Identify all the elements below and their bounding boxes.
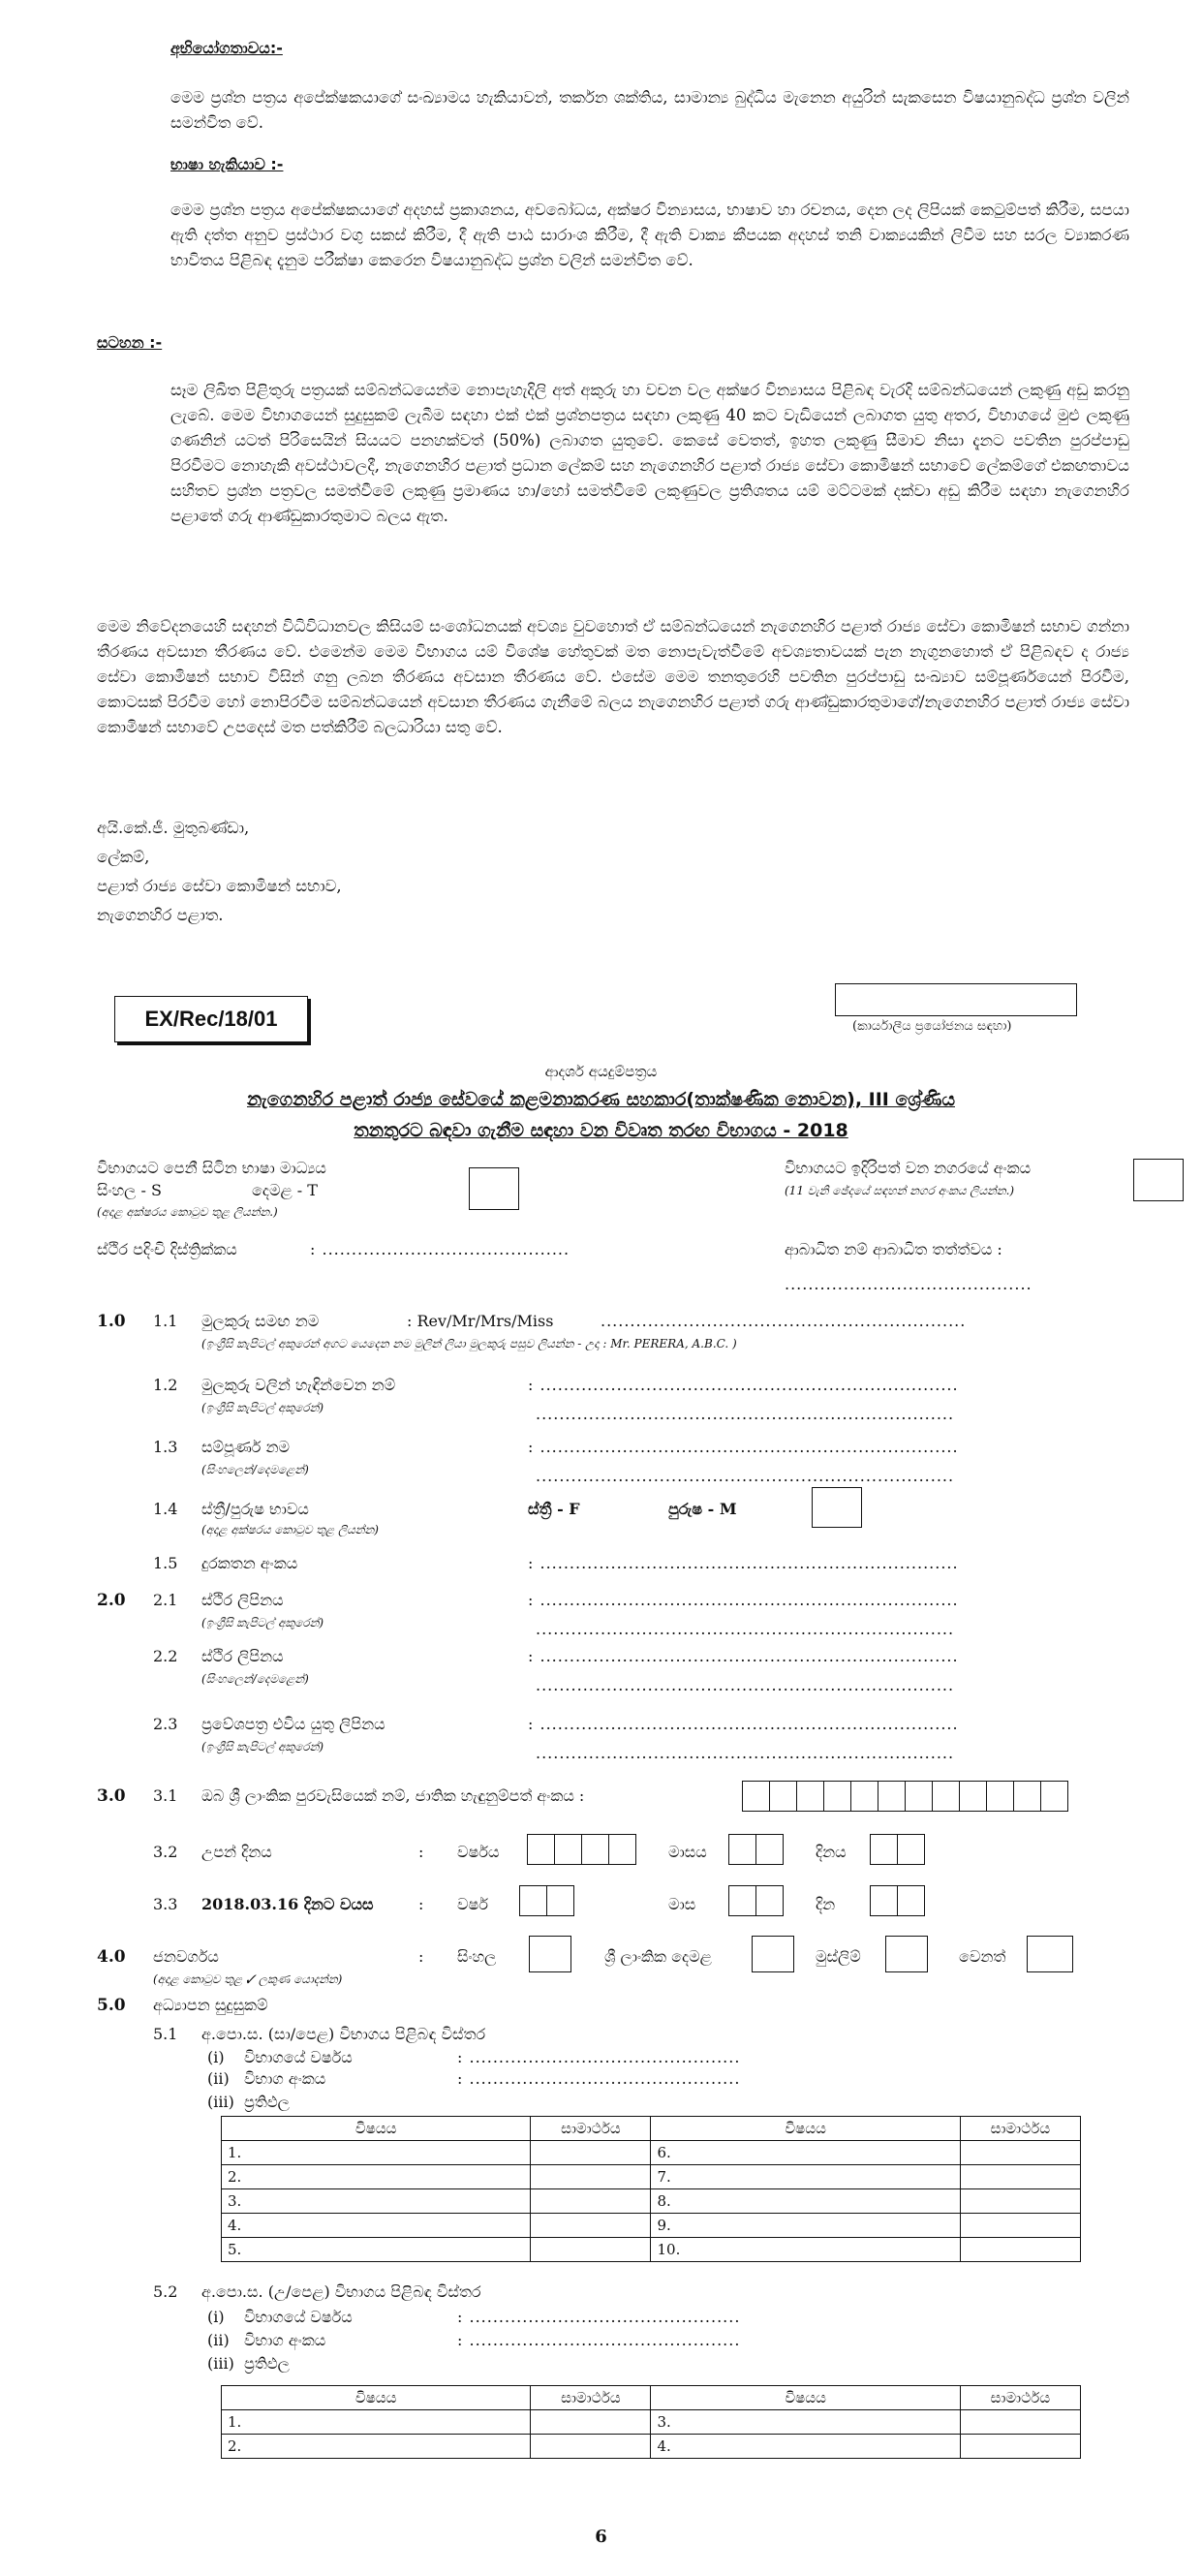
- q5-1-label: අ.පො.ස. (සා/පෙළ) විභාගය පිළිබඳ විස්තර: [201, 2025, 486, 2043]
- table-cell[interactable]: 4.: [222, 2214, 531, 2238]
- table-cell[interactable]: 4.: [651, 2435, 960, 2459]
- ethnicity-other-label: වෙනත්: [959, 1947, 1006, 1966]
- al-exam-no-field[interactable]: : ..............................................: [457, 2331, 741, 2349]
- notice-text: මෙම නිවේදනයෙහි සඳහන් විධිවිධානවල කිසියම් සංශෝධනයක් අවශ්‍ය වුවහොත් ඒ සම්බන්ධයෙන් නැගෙනහිර පළාත් රාජ්‍ය සේවා කොමිෂන් සභාව ගන්නා තීරණය අවසාන තීරණය වේ. එමෙන්ම මෙම විභාගය යම් විශේෂ හේතුවක් මත නොපැවැත්වීමේ අවශ්‍යතාවයක් පැන නැගුනහොත් ඒ පිළිබඳව ද රාජ්‍ය සේවා කොමිෂන් සභාව විසින් ගනු ලබන තීරණය අවසාන තීරණය වේ. එසේම මෙම තනතුරෙහි පවතින පුරප්පාඩු සංඛ්‍යාව සම්පූර්ණයෙන් පිරවීම, කොටසක් පිරවීම හෝ නොපිරවීම සම්බන්ධයෙන් අවසාන තීරණය ගැනීමේ බලය නැගෙනහිර පළාත් ගරු ආණ්ඩුකාරතුමාගේ/නැගෙනහිර පළාත් රාජ්‍ය සේවා කොමිෂන් සභාවේ උපදෙස් මත පත්කිරීම් බලධාරියා සතු වේ.: [97, 617, 1129, 736]
- ethnicity-sinhala-box[interactable]: [529, 1936, 571, 1972]
- table-cell[interactable]: 6.: [651, 2141, 960, 2165]
- q1-5-field[interactable]: : .......................................................................: [528, 1554, 959, 1572]
- medium-tamil: දෙමළ - T: [252, 1181, 318, 1199]
- birth-month-cells[interactable]: [728, 1834, 783, 1865]
- medium-box[interactable]: [469, 1167, 519, 1210]
- q4-hint: (අදාළ කොටුව තුළ ✓ ලකුණ යොදන්න): [153, 1972, 343, 1986]
- section-1: 1.0: [97, 1312, 126, 1331]
- q1-2-hint: (ඉංග්‍රීසි කැපිටල් අකුරෙන්): [201, 1401, 324, 1414]
- q1-1-title-prefix: : Rev/Mr/Mrs/Miss: [407, 1312, 554, 1330]
- language-heading: භාෂා හැකියාව :-: [170, 155, 284, 173]
- q4-label: ජනවර්ගය: [153, 1947, 219, 1966]
- age-days-label: දින: [816, 1895, 836, 1913]
- q2-1-field[interactable]: : .......................................................................: [528, 1591, 959, 1609]
- ol-iii: (iii): [207, 2093, 234, 2111]
- q1-2-label: මුලකුරු වලින් හැඳින්වෙන නම්: [201, 1376, 396, 1394]
- al-exam-no-label: විභාග අංකය: [244, 2331, 326, 2349]
- col-grade: සාමාර්ථය: [531, 2386, 651, 2410]
- q1-2-number: 1.2: [153, 1376, 178, 1394]
- table-header-row: [222, 2386, 1081, 2410]
- table-cell[interactable]: [960, 2214, 1080, 2238]
- col-subject: විෂයය: [222, 2117, 531, 2141]
- table-cell[interactable]: 2.: [222, 2435, 531, 2459]
- q1-3-hint: (සිංහලෙන්/දෙමළෙන්): [201, 1463, 309, 1476]
- table-cell[interactable]: 2.: [222, 2165, 531, 2189]
- q2-1-label: ස්ථිර ලිපිනය: [201, 1591, 284, 1609]
- birth-month-label: මාසය: [668, 1843, 707, 1861]
- table-cell[interactable]: [531, 2141, 651, 2165]
- q3-1-number: 3.1: [153, 1786, 178, 1805]
- table-cell[interactable]: [531, 2165, 651, 2189]
- male-option: පුරුෂ - M: [668, 1500, 737, 1518]
- page-number: 6: [595, 2527, 607, 2547]
- table-row: [222, 2435, 1081, 2459]
- q1-3-field[interactable]: : .......................................................................: [528, 1438, 959, 1456]
- form-code-box: [114, 996, 308, 1042]
- ol-results-label: ප්‍රතිඵල: [244, 2093, 290, 2111]
- table-cell[interactable]: 8.: [651, 2189, 960, 2214]
- col-grade: සාමාර්ථය: [960, 2117, 1080, 2141]
- q2-2-field-line2[interactable]: .......................................................................: [536, 1676, 955, 1694]
- signatory-name: අයි.කේ.ජී. මුතුබණ්ඩා,: [97, 819, 250, 837]
- birth-day-label: දිනය: [816, 1843, 847, 1861]
- table-cell[interactable]: [531, 2238, 651, 2262]
- q5-1-number: 5.1: [153, 2025, 178, 2043]
- table-cell[interactable]: 9.: [651, 2214, 960, 2238]
- q1-2-field[interactable]: : .......................................................................: [528, 1376, 959, 1394]
- q3-2-number: 3.2: [153, 1843, 178, 1861]
- section-4: 4.0: [97, 1947, 126, 1967]
- table-cell[interactable]: [960, 2141, 1080, 2165]
- table-row: [222, 2410, 1081, 2435]
- q2-1-field-line2[interactable]: .......................................................................: [536, 1620, 955, 1638]
- office-use-box[interactable]: [835, 983, 1077, 1016]
- district-field[interactable]: : ..........................................: [310, 1240, 570, 1258]
- al-exam-year-field[interactable]: : ..............................................: [457, 2308, 741, 2326]
- q1-1-label: මුලකුරු සමඟ නම: [201, 1312, 320, 1330]
- q1-4-hint: (අදාළ අක්ෂරය කොටුව තුළ ලියන්න): [201, 1523, 379, 1536]
- table-row: [222, 2165, 1081, 2189]
- q3-3-label: 2018.03.16 දිනට වයස: [201, 1895, 374, 1913]
- table-cell[interactable]: [960, 2165, 1080, 2189]
- medium-hint: (අදාළ අක්ෂරය කොටුව තුළ ලියන්න.): [97, 1205, 278, 1219]
- q1-4-number: 1.4: [153, 1500, 178, 1518]
- q1-1-hint: (ඉංග්‍රීසි කැපිටල් අකුරෙන් අගට යෙදෙන නම මුලින් ලියා මුලකුරු පසුව ලියන්න - උදා : Mr. PERERA, A.B.C. ): [201, 1337, 737, 1350]
- ethnicity-muslim-label: මුස්ලිම්: [816, 1947, 861, 1966]
- q2-3-field-line2[interactable]: .......................................................................: [536, 1744, 955, 1762]
- q5-label: අධ්‍යාපන සුදුසුකම්: [153, 1996, 268, 2014]
- q2-3-hint: (ඉංග්‍රීසි කැපිටල් අකුරෙන්): [201, 1740, 324, 1754]
- q1-3-field-line2[interactable]: .......................................................................: [536, 1467, 955, 1485]
- q1-5-number: 1.5: [153, 1554, 178, 1572]
- ol-exam-no-field[interactable]: : ..............................................: [457, 2069, 741, 2088]
- birth-year-cells[interactable]: [527, 1834, 635, 1865]
- q3-2-label: උපන් දිනය: [201, 1843, 272, 1861]
- q2-3-label: ප්‍රවේශපත්‍ර එවිය යුතු ලිපිනය: [201, 1715, 385, 1733]
- al-i: (i): [207, 2308, 225, 2326]
- model-form-label: ආදර්ශ අයදුම්පත්‍රය: [544, 1063, 658, 1080]
- table-cell[interactable]: 7.: [651, 2165, 960, 2189]
- ol-i: (i): [207, 2048, 225, 2066]
- signatory-org: පළාත් රාජ්‍ය සේවා කොමිෂන් සභාව,: [97, 877, 342, 895]
- city-label: විභාගයට ඉදිරිපත් වන නගරයේ අංකය: [785, 1159, 1032, 1177]
- form-title-line1: නැගෙනහිර පළාත් රාජ්‍ය සේවයේ කළමනාකරණ සහකාර(තාක්ෂණික නොවන), III ශ්‍රේණිය: [247, 1089, 955, 1110]
- al-ii: (ii): [207, 2331, 230, 2349]
- table-cell[interactable]: [960, 2238, 1080, 2262]
- q2-2-field[interactable]: : .......................................................................: [528, 1647, 959, 1665]
- q2-3-number: 2.3: [153, 1715, 178, 1733]
- eligibility-heading: අභියෝගතාවය:-: [170, 39, 283, 57]
- signatory-title: ලේකම්,: [97, 848, 150, 866]
- age-years-cells[interactable]: [519, 1885, 573, 1916]
- district-dots: ..........................................: [322, 1240, 570, 1258]
- col-grade: සාමාර්ථය: [960, 2386, 1080, 2410]
- ethnicity-tamil-box[interactable]: [752, 1936, 794, 1972]
- q4-colon: :: [418, 1947, 424, 1966]
- medium-sinhala: සිංහල - S: [97, 1181, 162, 1199]
- ethnicity-tamil-label: ශ්‍රී ලාංකික දෙමළ: [604, 1947, 712, 1966]
- q2-2-number: 2.2: [153, 1647, 178, 1665]
- q3-3-colon: :: [418, 1895, 424, 1913]
- ol-exam-no-label: විභාග අංකය: [244, 2069, 326, 2088]
- table-header-row: [222, 2117, 1081, 2141]
- q1-1-number: 1.1: [153, 1312, 178, 1330]
- section-2: 2.0: [97, 1591, 126, 1610]
- table-row: [222, 2141, 1081, 2165]
- table-cell[interactable]: [531, 2214, 651, 2238]
- q1-3-label: සම්පූර්ණ නම: [201, 1438, 291, 1456]
- age-months-label: මාස: [668, 1895, 696, 1913]
- section-5: 5.0: [97, 1996, 126, 2015]
- ol-ii: (ii): [207, 2069, 230, 2088]
- ol-exam-year-label: විභාගයේ වර්ෂය: [244, 2048, 353, 2066]
- al-results-label: ප්‍රතිඵල: [244, 2354, 290, 2373]
- col-subject: විෂයය: [222, 2386, 531, 2410]
- table-cell[interactable]: 3.: [651, 2410, 960, 2435]
- signature-block: [97, 814, 342, 930]
- q1-1-field[interactable]: ..............................................................: [601, 1312, 967, 1330]
- disability-label: ආබාධිත නම් ආබාධිත තත්ත්වය :: [785, 1240, 1002, 1258]
- ol-exam-year-field[interactable]: : ..............................................: [457, 2048, 741, 2066]
- age-years-label: වර්ෂ: [457, 1895, 489, 1913]
- q2-2-hint: (සිංහලෙන්/දෙමළෙන්): [201, 1672, 309, 1686]
- office-use-label: (කාර්යාලීය ප්‍රයෝජනය සඳහා): [852, 1019, 1012, 1034]
- al-exam-year-label: විභාගයේ වර්ෂය: [244, 2308, 353, 2326]
- female-option: ස්ත්‍රී - F: [528, 1500, 580, 1518]
- table-cell[interactable]: [531, 2189, 651, 2214]
- language-text: මෙම ප්‍රශ්න පත්‍රය අපේක්ෂකයාගේ අදහස් ප්‍රකාශනය, අවබෝධය, අක්ෂර වින්‍යාසය, භාෂාව හා රචනය, දෙන ලද ලිපියක් කෙටුම්පත් කිරීම, සපයා ඇති දත්ත අනුව ප්‍රස්ථාර වගු සකස් කිරීම, දී ඇති පාඨ සාරාංශ කිරීම, දී ඇති වාක්‍ය කීපයක අදහස් තනි වාක්‍යයකින් ලිවීම සහ සරල ව්‍යාකරණ භාවිතය පිළිබඳ දැනුම පරීක්ෂා කෙරෙන විෂයානුබද්ධ ප්‍රශ්න වලින් සමන්විත වේ.: [170, 201, 1129, 269]
- table-row: [222, 2189, 1081, 2214]
- form-code: EX/Rec/18/01: [144, 1007, 278, 1031]
- table-cell[interactable]: 5.: [222, 2238, 531, 2262]
- q2-2-label: ස්ථිර ලිපිනය: [201, 1647, 284, 1665]
- note-heading: සටහන :-: [97, 333, 163, 352]
- q2-1-hint: (ඉංග්‍රීසි කැපිටල් අකුරෙන්): [201, 1616, 324, 1629]
- table-cell[interactable]: [531, 2435, 651, 2459]
- table-cell[interactable]: 10.: [651, 2238, 960, 2262]
- ethnicity-sinhala-label: සිංහල: [457, 1947, 497, 1966]
- eligibility-text: මෙම ප්‍රශ්න පත්‍රය අපේක්ෂකයාගේ සංඛ්‍යාමය හැකියාවන්, තර්කන ශක්තිය, සාමාන්‍ය බුද්ධිය මැනෙන අයුරින් සැකසෙන විෂයානුබද්ධ ප්‍රශ්න වලින් සමන්විත වේ.: [170, 88, 1129, 132]
- q3-1-label: ඔබ ශ්‍රී ලාංකික පුරවැසියෙක් නම්, ජාතික හැඳුනුම්පත් අංකය :: [201, 1786, 585, 1805]
- table-cell[interactable]: [531, 2410, 651, 2435]
- q1-3-number: 1.3: [153, 1438, 178, 1456]
- table-row: [222, 2214, 1081, 2238]
- table-cell[interactable]: 1.: [222, 2141, 531, 2165]
- district-label: ස්ථිර පදිංචි දිස්ත්‍රික්කය: [97, 1240, 237, 1258]
- q5-2-number: 5.2: [153, 2282, 178, 2301]
- table-cell[interactable]: [960, 2410, 1080, 2435]
- age-days-cells[interactable]: [870, 1885, 924, 1916]
- col-subject: විෂයය: [651, 2117, 960, 2141]
- al-iii: (iii): [207, 2354, 234, 2373]
- q1-4-label: ස්ත්‍රී/පුරුෂ භාවය: [201, 1500, 309, 1518]
- table-cell[interactable]: [960, 2189, 1080, 2214]
- signatory-place: නැගෙනහිර පළාත.: [97, 906, 224, 924]
- city-hint: (11 වැනි ඡේදයේ සඳහන් නගර අංකය ලියන්න.): [785, 1184, 1015, 1197]
- gender-box[interactable]: [812, 1487, 862, 1528]
- ethnicity-muslim-box[interactable]: [885, 1936, 928, 1972]
- birth-year-label: වර්ෂය: [457, 1843, 500, 1861]
- age-months-cells[interactable]: [728, 1885, 783, 1916]
- q1-5-label: දුරකතන අංකය: [201, 1554, 298, 1572]
- note-text: සෑම ලිඛිත පිළිතුරු පත්‍රයක් සම්බන්ධයෙන්ම නොපැහැදිලි අත් අකුරු හා වචන වල අක්ෂර වින්‍යාසය පිළිබඳ වැරදි සම්බන්ධයෙන් ලකුණු අඩු කරනු ලැබේ. මෙම විභාගයෙන් සුදුසුකම් ලැබීම සඳහා එක් එක් ප්‍රශ්නපත්‍රය සඳහා ලකුණු 40 කට වැඩියෙන් ලබාගත යුතු අතර, විභාගයේ මුළු ලකුණු ගණනින් යටත් පිරිසෙයින් සියයට පනහක්වත් (50%) ලබාගත යුතුවේ. කෙසේ වෙතත්, ඉහත ලකුණු සීමාව නිසා දැනට පවතින පුරප්පාඩු පිරවීමට නොහැකි අවස්ථාවලදී, නැගෙනහිර පළාත් ප්‍රධාන ලේකම් සහ නැගෙනහිර පළාත් රාජ්‍ය සේවා කොමිෂන් සභාවේ ලේකම්ගේ එකඟතාවය සහිතව ප්‍රශ්න පත්‍රවල සමත්වීමේ ලකුණු ප්‍රමාණය හා/හෝ සමත්වීමේ ලකුණුවල ප්‍රතිශතය යම් මට්ටමක් දක්වා අඩු කිරීම සඳහා නැගෙනහිර පළාතේ ගරු ආණ්ඩුකාරතුමාට බලය ඇත.: [170, 381, 1129, 525]
- col-grade: සාමාර්ථය: [531, 2117, 651, 2141]
- q5-2-label: අ.පො.ස. (උ/පෙළ) විභාගය පිළිබඳ විස්තර: [201, 2282, 481, 2301]
- q1-2-field-line2[interactable]: .......................................................................: [536, 1405, 955, 1423]
- disability-field[interactable]: ..........................................: [785, 1275, 1032, 1293]
- col-subject: විෂයය: [651, 2386, 960, 2410]
- city-box[interactable]: [1133, 1159, 1184, 1201]
- birth-day-cells[interactable]: [870, 1834, 924, 1865]
- al-results-table: [221, 2385, 1081, 2459]
- nic-cells[interactable]: [742, 1781, 1067, 1812]
- q3-3-number: 3.3: [153, 1895, 178, 1913]
- medium-label: විභාගයට පෙනී සිටින භාෂා මාධ්‍යය: [97, 1159, 326, 1177]
- table-cell[interactable]: [960, 2435, 1080, 2459]
- ethnicity-other-box[interactable]: [1027, 1936, 1073, 1972]
- table-cell[interactable]: 1.: [222, 2410, 531, 2435]
- table-cell[interactable]: 3.: [222, 2189, 531, 2214]
- q3-2-colon: :: [418, 1843, 424, 1861]
- q2-1-number: 2.1: [153, 1591, 178, 1609]
- ol-results-table: [221, 2116, 1081, 2262]
- section-3: 3.0: [97, 1786, 126, 1806]
- table-row: [222, 2238, 1081, 2262]
- form-title-line2: තනතුරට බඳවා ගැනීම සඳහා වන විවෘත තරඟ විභාගය - 2018: [354, 1120, 848, 1141]
- q2-3-field[interactable]: : .......................................................................: [528, 1715, 959, 1733]
